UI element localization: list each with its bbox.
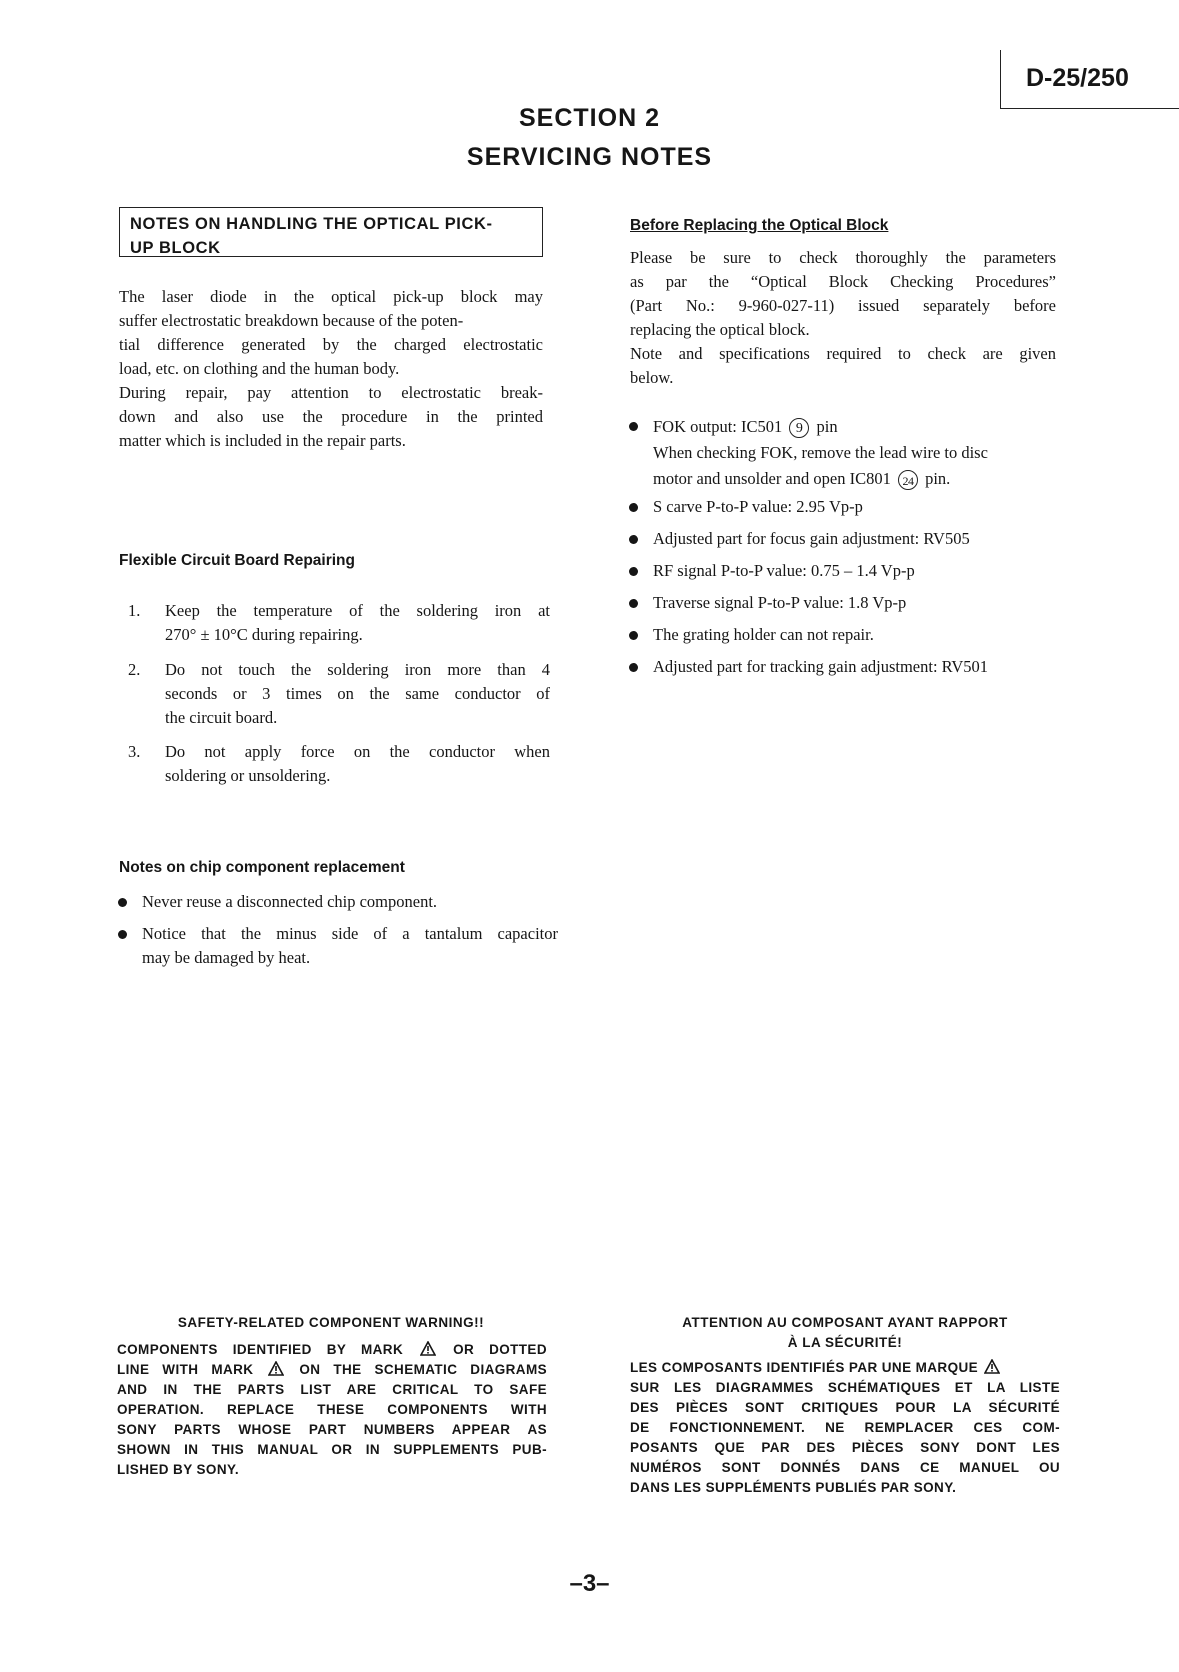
text-line: load, etc. on clothing and the human body. [119, 359, 400, 378]
text-line: DES PIÈCES SONT CRITIQUES POUR LA SÉCURITÉ [630, 1400, 1060, 1415]
pin-number-badge: 9 [789, 418, 809, 438]
bullet-text: Adjusted part for tracking gain adjustment: RV501 [653, 657, 989, 676]
text-line: NUMÉROS SONT DONNÉS DANS CE MANUEL OU [630, 1460, 1060, 1475]
bullet-text: The grating holder can not repair. [653, 625, 874, 644]
optical-heading-line-1: NOTES ON HANDLING THE OPTICAL PICK- [130, 215, 493, 233]
list-item [629, 623, 1059, 647]
text-segment: LINE WITH MARK [117, 1362, 254, 1377]
text-line: tial difference generated by the charged electrostatic [119, 335, 543, 354]
list-item [128, 740, 558, 790]
page-title: SERVICING NOTES [466, 143, 713, 171]
text-line: may be damaged by heat. [142, 948, 311, 967]
bullet-text: Traverse signal P-to-P value: 1.8 Vp-p [653, 593, 907, 612]
list-item [128, 599, 558, 649]
bullet-text: S carve P-to-P value: 2.95 Vp-p [653, 497, 863, 516]
text-line: Notice that the minus side of a tantalum capacitor [142, 924, 558, 943]
text-segment: motor and unsolder and open IC801 [653, 469, 891, 488]
text-segment: LES COMPOSANTS IDENTIFIÉS PAR UNE MARQUE [630, 1360, 979, 1375]
text-line: SONY PARTS WHOSE PART NUMBERS APPEAR AS [117, 1422, 547, 1437]
item-number: 1. [128, 601, 141, 620]
optical-replace-paragraph [630, 246, 1056, 390]
text-line: AND IN THE PARTS LIST ARE CRITICAL TO SAFE [117, 1382, 547, 1397]
list-item [629, 591, 1059, 615]
bullet-text: RF signal P-to-P value: 0.75 – 1.4 Vp-p [653, 561, 915, 580]
text-line: down and also use the procedure in the printed [119, 407, 543, 426]
safety-warning-body [117, 1340, 547, 1480]
text-line: below. [630, 368, 674, 387]
item-number: 3. [128, 742, 141, 761]
bullet-icon [629, 422, 638, 431]
text-line: soldering or unsoldering. [165, 766, 331, 785]
list-item [629, 655, 1059, 679]
list-item [629, 559, 1059, 583]
text-line: SHOWN IN THIS MANUAL OR IN SUPPLEMENTS PUB- [117, 1442, 547, 1457]
text-line: matter which is included in the repair parts. [119, 431, 406, 450]
text-line: as par the “Optical Block Checking Procedures” [630, 272, 1056, 291]
text-line: LISHED BY SONY. [117, 1462, 240, 1477]
text-line: replacing the optical block. [630, 320, 810, 339]
text-segment: COMPONENTS IDENTIFIED BY MARK [117, 1342, 404, 1357]
text-segment: FOK output: IC501 [653, 417, 783, 436]
text-line: DE FONCTIONNEMENT. NE REMPLACER CES COM- [630, 1420, 1060, 1435]
bullet-icon [629, 567, 638, 576]
optical-heading-line-2: UP BLOCK [130, 239, 221, 257]
list-item [118, 922, 558, 970]
list-item [128, 658, 558, 732]
text-line: 270° ± 10°C during repairing. [165, 625, 363, 644]
bullet-icon [629, 599, 638, 608]
text-line: When checking FOK, remove the lead wire to disc [653, 443, 988, 462]
bullet-text: Adjusted part for focus gain adjustment: RV505 [653, 529, 970, 548]
bullet-icon [118, 898, 127, 907]
bullet-text: Never reuse a disconnected chip component. [142, 892, 438, 911]
item-number: 2. [128, 660, 141, 679]
text-segment: ON THE SCHEMATIC DIAGRAMS [299, 1362, 547, 1377]
text-line: OPERATION. REPLACE THESE COMPONENTS WITH [117, 1402, 547, 1417]
bullet-icon [629, 631, 638, 640]
warning-triangle-icon [420, 1341, 436, 1356]
page-number: –3– [569, 1570, 610, 1597]
text-line: À LA SÉCURITÉ! [787, 1335, 903, 1350]
bullet-icon [629, 535, 638, 544]
warning-triangle-icon [268, 1361, 284, 1376]
safety-warning-title: SAFETY-RELATED COMPONENT WARNING!! [177, 1315, 485, 1330]
text-line: During repair, pay attention to electrostatic break- [119, 383, 543, 402]
model-number: D-25/250 [1026, 64, 1129, 92]
safety-warning-body-fr [630, 1358, 1060, 1498]
bullet-icon [629, 503, 638, 512]
list-item-fok [629, 414, 1059, 488]
warning-triangle-icon [984, 1359, 1000, 1374]
text-segment: OR DOTTED [453, 1342, 547, 1357]
text-line: ATTENTION AU COMPOSANT AYANT RAPPORT [682, 1315, 1008, 1330]
chip-notes-heading: Notes on chip component replacement [119, 859, 405, 876]
flex-board-heading: Flexible Circuit Board Repairing [119, 552, 355, 569]
text-segment: pin [816, 417, 838, 436]
list-item [629, 495, 1059, 519]
text-segment: pin. [925, 469, 951, 488]
text-line: The laser diode in the optical pick-up block may [119, 287, 543, 306]
pin-number-badge: 24 [898, 470, 918, 490]
safety-warning-title-fr [630, 1313, 1060, 1353]
text-line: (Part No.: 9-960-027-11) issued separately before [630, 296, 1056, 315]
text-line: DANS LES SUPPLÉMENTS PUBLIÉS PAR SONY. [630, 1480, 957, 1495]
text-line: seconds or 3 times on the same conductor of [165, 684, 550, 703]
list-item [118, 890, 558, 914]
text-line: Please be sure to check thoroughly the parameters [630, 248, 1056, 267]
bullet-icon [629, 663, 638, 672]
text-line: Note and specifications required to check are given [630, 344, 1056, 363]
text-line: suffer electrostatic breakdown because of the poten- [119, 311, 464, 330]
text-line: POSANTS QUE PAR DES PIÈCES SONY DONT LES [630, 1440, 1060, 1455]
optical-notes-heading [119, 207, 543, 257]
text-line: Keep the temperature of the soldering iron at [165, 601, 550, 620]
bullet-icon [118, 930, 127, 939]
optical-notes-paragraph [119, 285, 543, 453]
text-line: the circuit board. [165, 708, 278, 727]
text-line: Do not apply force on the conductor when [165, 742, 550, 761]
list-item [629, 527, 1059, 551]
section-number: SECTION 2 [519, 104, 660, 132]
optical-replace-heading: Before Replacing the Optical Block [630, 217, 889, 234]
text-line: Do not touch the soldering iron more than 4 [165, 660, 550, 679]
text-line: SUR LES DIAGRAMMES SCHÉMATIQUES ET LA LISTE [630, 1380, 1060, 1395]
